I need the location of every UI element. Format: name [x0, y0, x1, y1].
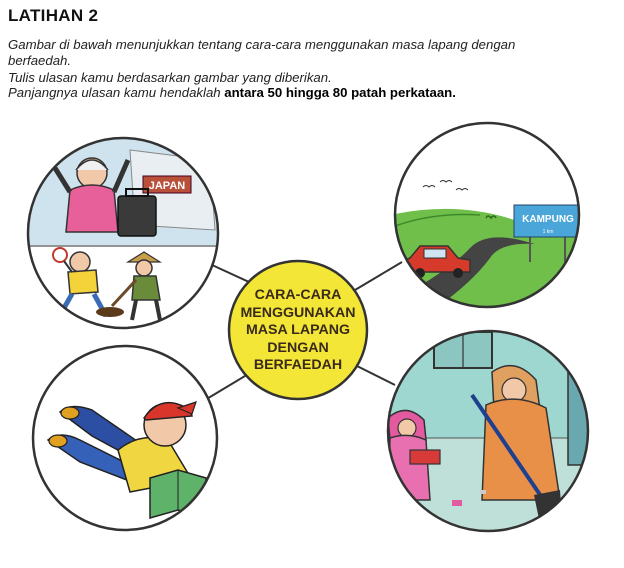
instruction-line-4-text: Panjangnya ulasan kamu hendaklah [8, 85, 225, 100]
word-count-requirement: antara 50 hingga 80 patah perkataan. [224, 85, 456, 100]
instruction-line-1: Gambar di bawah menunjukkan tentang cara-cara menggunakan masa lapang dengan [8, 37, 516, 52]
exercise-title: LATIHAN 2 [8, 6, 99, 25]
center-topic-text [228, 287, 368, 375]
travel-sign-text: JAPAN [148, 180, 186, 192]
village-sign-text: KAMPUNG [522, 214, 574, 225]
instruction-line-3: Tulis ulasan kamu berdasarkan gambar yang diberikan. [8, 70, 332, 85]
center-topic-line-1: CARA-CARA [254, 287, 342, 303]
center-topic-line-2: MENGGUNAKAN [240, 304, 356, 321]
village-sign-distance: 1 km [542, 229, 554, 235]
instruction-line-2: berfaedah. [8, 53, 72, 68]
center-topic-line-5: BERFAEDAH [253, 357, 343, 373]
center-topic-line-4: DENGAN [267, 339, 329, 356]
center-topic-line-3: MASA LAPANG [245, 322, 351, 338]
